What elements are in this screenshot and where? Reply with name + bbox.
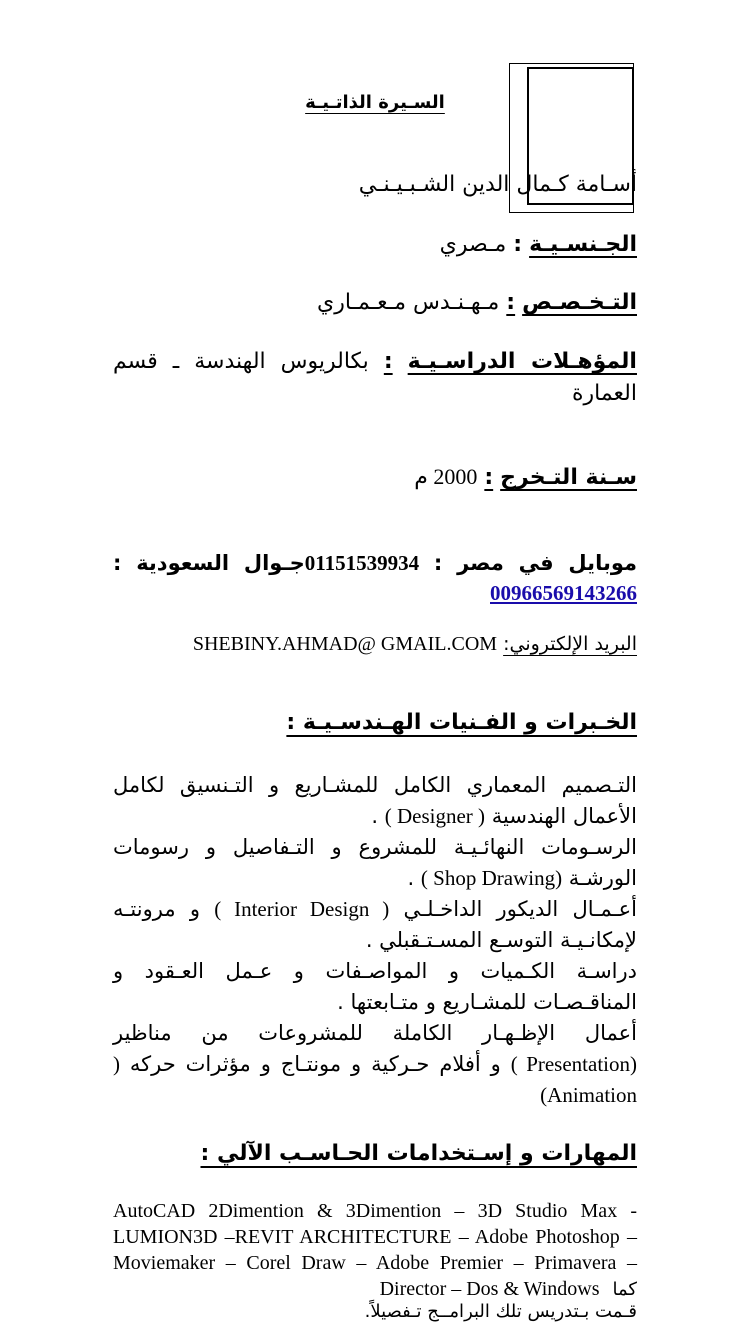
email-row bbox=[193, 633, 637, 656]
training-note: قـمت بـتدريس تلك البرامــج تـفصيلاً. bbox=[364, 1301, 637, 1322]
experience-item: الرسـومات النهائـيـة للمشروع و التـفاصيل و رسومات الورشـة (Shop Drawing ) . bbox=[113, 835, 637, 890]
nationality-row bbox=[440, 232, 637, 257]
software-list bbox=[113, 1198, 637, 1303]
specialty-row bbox=[317, 290, 637, 315]
software-text: AutoCAD 2Dimention & 3Dimention – 3D Studio Max - LUMION3D –REVIT ARCHITECTURE – Adobe Photoshop – Moviemaker – Corel Draw – Adobe Premier – Primavera – Director – Dos & Windows bbox=[113, 1200, 637, 1300]
graduation-value: 2000 م bbox=[414, 464, 478, 489]
nationality-label: الجـنسـيـة bbox=[529, 232, 637, 257]
experience-item: أعـمـال الديكور الداخـلـي ( Interior Design ) و مرونتـه لإمكانـيـة التوسـع المسـتـقبلي . bbox=[113, 897, 637, 952]
specialty-value: مـهـنـدس مـعـمـاري bbox=[317, 290, 500, 315]
graduation-sep: : bbox=[484, 465, 494, 490]
skills-heading: المهارات و إسـتخدامات الحـاسـب الآلي : bbox=[200, 1141, 637, 1166]
experience-item: أعمال الإظـهـار الكاملة للمشروعات من مناظير (Presentation ) و أفلام حـركية و مونتـاج و مؤثرات حركه ( Animation) bbox=[113, 1021, 637, 1107]
qualification-value: بكالريوس الهندسة ـ قسم العمارة bbox=[113, 349, 637, 406]
mobile-saudi-label: جـوال السعودية : bbox=[113, 551, 305, 575]
nationality-sep: : bbox=[513, 232, 523, 257]
qualification-sep: : bbox=[383, 349, 393, 374]
experience-item: التـصميم المعماري الكامل للمشـاريع و التـنسيق لكامل الأعمال الهندسية ( Designer ) . bbox=[113, 773, 637, 828]
page-title: السـيرة الذاتـيـة bbox=[305, 92, 445, 113]
mobile-egypt-label: موبايل في مصر : bbox=[433, 551, 638, 575]
qualification-label: المؤهـلات الدراسـيـة bbox=[407, 349, 637, 374]
email-value: SHEBINY.AHMAD@ GMAIL.COM bbox=[192, 633, 498, 655]
nationality-value: مـصري bbox=[439, 232, 507, 257]
mobile-row bbox=[113, 548, 637, 608]
specialty-label: التـخـصـص bbox=[522, 290, 637, 315]
email-label: البريد الإلكتروني: bbox=[503, 633, 637, 655]
specialty-sep: : bbox=[506, 290, 516, 315]
graduation-label: سـنة التـخرج bbox=[500, 465, 637, 490]
qualification-row bbox=[113, 346, 637, 410]
mobile-saudi-link[interactable]: 00966569143266 bbox=[490, 581, 637, 605]
mobile-egypt-value: 01151539934 bbox=[304, 551, 420, 575]
graduation-row bbox=[414, 464, 637, 490]
full-name: أسـامة كـمال الدين الشـبـيـنـي bbox=[358, 172, 637, 197]
experience-heading: الخـبرات و الفـنيات الهـندسـيـة : bbox=[286, 710, 637, 735]
experience-list bbox=[113, 770, 637, 1111]
experience-item: دراسـة الكـميات و المواصـفات و عـمل العـقود و المناقـصـات للمشـاريع و متـابعتها . bbox=[113, 959, 637, 1014]
software-tail: كما bbox=[612, 1279, 637, 1300]
